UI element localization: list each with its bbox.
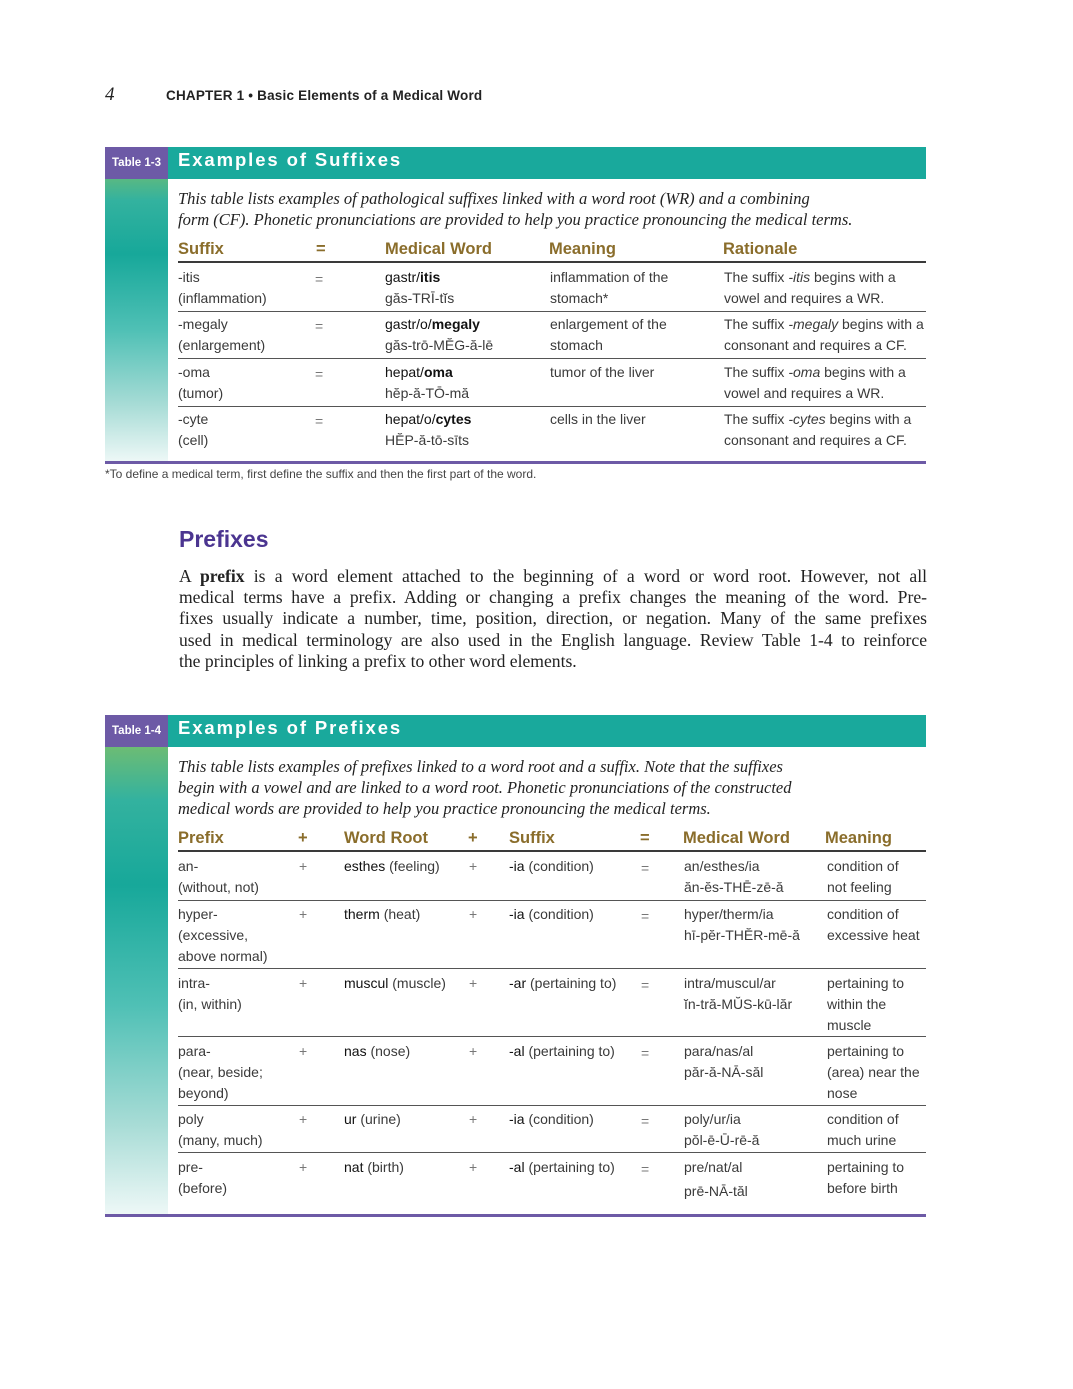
page-number: 4 bbox=[105, 84, 115, 105]
prefix-cell: para- bbox=[178, 1043, 211, 1059]
meaning: within the bbox=[827, 996, 887, 1012]
meaning: stomach* bbox=[550, 290, 609, 306]
plus-sign: + bbox=[469, 1043, 478, 1059]
equals-sign: = bbox=[315, 366, 324, 382]
rationale: vowel and requires a WR. bbox=[724, 385, 885, 401]
meaning: tumor of the liver bbox=[550, 364, 655, 380]
equals-sign: = bbox=[641, 1161, 650, 1177]
prefix-cell: poly bbox=[178, 1111, 204, 1127]
meaning: stomach bbox=[550, 337, 603, 353]
description-line: begin with a vowel and are linked to a word root. Phonetic pronunciations of the constructed bbox=[178, 778, 792, 797]
description-line: This table lists examples of pathological suffixes linked with a word root (WR) and a combining bbox=[178, 189, 810, 208]
paragraph-line: used in medical terminology are also used in the English language. Review Table 1-4 to reinforce bbox=[179, 629, 927, 650]
table-row bbox=[178, 1037, 926, 1106]
medical-word: intra/muscul/ar bbox=[684, 975, 776, 991]
plus-sign: + bbox=[299, 906, 308, 922]
prefix-meaning: (before) bbox=[178, 1180, 228, 1196]
plus-sign: + bbox=[299, 975, 308, 991]
prefix-meaning: (near, beside; bbox=[178, 1064, 263, 1080]
suffix-cell: -ia (condition) bbox=[509, 858, 594, 874]
meaning: excessive heat bbox=[827, 927, 920, 943]
word-root: therm (heat) bbox=[344, 906, 421, 922]
prefix-cell: intra- bbox=[178, 975, 210, 991]
pronunciation: păr-ă-NĀ-săl bbox=[684, 1064, 764, 1080]
pronunciation: hī-pĕr-THĔR-mē-ă bbox=[684, 927, 800, 943]
prefix-cell: pre- bbox=[178, 1159, 203, 1175]
table-row bbox=[178, 407, 926, 459]
pronunciation: HĔP-ă-tō-sīts bbox=[385, 432, 470, 448]
prefix-cell: hyper- bbox=[178, 906, 218, 922]
meaning: condition of bbox=[827, 906, 899, 922]
meaning: condition of bbox=[827, 1111, 899, 1127]
meaning: before birth bbox=[827, 1180, 898, 1196]
col-header: Prefix bbox=[178, 829, 224, 847]
medical-word: hyper/therm/ia bbox=[684, 906, 774, 922]
equals-sign: = bbox=[315, 318, 324, 334]
paragraph-line: A prefix is a word element attached to the beginning of a word or word root. However, not all bbox=[179, 566, 928, 586]
table-title: Examples of Suffixes bbox=[178, 149, 403, 170]
rationale: The suffix -itis begins with a bbox=[724, 269, 896, 285]
prefix-meaning: beyond) bbox=[178, 1085, 229, 1101]
suffixes-table bbox=[105, 147, 926, 465]
paragraph-line: medical terms have a prefix. Adding or changing a prefix changes the meaning of the word. Pre- bbox=[179, 587, 927, 608]
suffix-cell: -ia (condition) bbox=[509, 1111, 594, 1127]
rationale: consonant and requires a CF. bbox=[724, 432, 907, 448]
table-title-bar bbox=[168, 147, 926, 179]
description-line: medical words are provided to help you practice pronouncing the medical terms. bbox=[178, 799, 711, 818]
table-header-row bbox=[178, 829, 926, 851]
medical-word: para/nas/al bbox=[684, 1043, 754, 1059]
equals-sign: = bbox=[641, 977, 650, 993]
suffix-meaning: (enlargement) bbox=[178, 337, 266, 353]
plus-sign: + bbox=[299, 1111, 308, 1127]
pronunciation: găs-TRĪ-tĭs bbox=[385, 290, 455, 306]
chapter-title: CHAPTER 1 • Basic Elements of a Medical Word bbox=[166, 88, 483, 103]
rationale: The suffix -cytes begins with a bbox=[724, 411, 912, 427]
equals-sign: = bbox=[641, 908, 650, 924]
table-bottom-rule bbox=[105, 461, 926, 464]
header-rule bbox=[178, 850, 926, 852]
table-row bbox=[178, 854, 926, 901]
meaning: not feeling bbox=[827, 879, 892, 895]
equals-sign: = bbox=[641, 1045, 650, 1061]
meaning: nose bbox=[827, 1085, 858, 1101]
suffix-cell: -al (pertaining to) bbox=[509, 1159, 615, 1175]
meaning: pertaining to bbox=[827, 975, 905, 991]
table-row bbox=[178, 265, 926, 312]
col-header: Suffix bbox=[509, 829, 555, 847]
rationale: The suffix -megaly begins with a bbox=[724, 316, 924, 332]
prefix-meaning: (excessive, bbox=[178, 927, 249, 943]
table-footnote: *To define a medical term, first define the suffix and then the first part of the word. bbox=[105, 467, 537, 481]
suffix-meaning: (cell) bbox=[178, 432, 209, 448]
meaning: inflammation of the bbox=[550, 269, 669, 285]
table-bottom-rule bbox=[105, 1214, 926, 1217]
suffix-cell: -ia (condition) bbox=[509, 906, 594, 922]
meaning: enlargement of the bbox=[550, 316, 667, 332]
pronunciation: ăn-ĕs-THĒ-zē-ă bbox=[684, 879, 784, 895]
word-root: ur (urine) bbox=[344, 1111, 401, 1127]
col-header: Meaning bbox=[825, 829, 892, 847]
table-row bbox=[178, 312, 926, 359]
equals-sign: = bbox=[315, 271, 324, 287]
prefix-meaning: (without, not) bbox=[178, 879, 259, 895]
meaning: muscle bbox=[827, 1017, 872, 1033]
word-root: esthes (feeling) bbox=[344, 858, 440, 874]
plus-sign: + bbox=[299, 1043, 308, 1059]
col-header: = bbox=[640, 829, 650, 847]
table-side-gradient bbox=[105, 147, 168, 462]
col-header: Rationale bbox=[723, 240, 798, 258]
col-header: + bbox=[298, 829, 308, 847]
plus-sign: + bbox=[469, 1111, 478, 1127]
prefix-cell: an- bbox=[178, 858, 199, 874]
table-row bbox=[178, 1106, 926, 1153]
plus-sign: + bbox=[469, 906, 478, 922]
table-side-gradient bbox=[105, 715, 168, 1215]
medical-word: pre/nat/al bbox=[684, 1159, 743, 1175]
col-header: Word Root bbox=[344, 829, 429, 847]
col-header: = bbox=[316, 240, 326, 258]
meaning: (area) near the bbox=[827, 1064, 920, 1080]
col-header: + bbox=[468, 829, 478, 847]
medical-word: hepat/oma bbox=[385, 364, 453, 380]
pronunciation: găs-trō-MĔG-ă-lē bbox=[385, 337, 494, 353]
prefix-meaning: (in, within) bbox=[178, 996, 242, 1012]
medical-word: an/esthes/ia bbox=[684, 858, 760, 874]
suffix-cell: -itis bbox=[178, 269, 200, 285]
col-header: Medical Word bbox=[385, 240, 492, 258]
table-row bbox=[178, 969, 926, 1037]
col-header: Meaning bbox=[549, 240, 616, 258]
col-header: Medical Word bbox=[683, 829, 790, 847]
plus-sign: + bbox=[469, 975, 478, 991]
description-line: This table lists examples of prefixes linked to a word root and a suffix. Note that the suffixes bbox=[178, 757, 783, 776]
table-description bbox=[178, 188, 888, 230]
meaning: pertaining to bbox=[827, 1159, 905, 1175]
suffix-cell: -ar (pertaining to) bbox=[509, 975, 617, 991]
table-title-bar bbox=[168, 715, 926, 747]
suffix-cell: -cyte bbox=[178, 411, 209, 427]
table-row bbox=[178, 359, 926, 407]
prefix-meaning: above normal) bbox=[178, 948, 268, 964]
table-row bbox=[178, 901, 926, 969]
rationale: vowel and requires a WR. bbox=[724, 290, 885, 306]
table-tag: Table 1-3 bbox=[105, 147, 168, 179]
table-tag: Table 1-4 bbox=[105, 715, 168, 747]
meaning: much urine bbox=[827, 1132, 897, 1148]
meaning: cells in the liver bbox=[550, 411, 646, 427]
section-heading: Prefixes bbox=[179, 526, 269, 552]
suffix-meaning: (inflammation) bbox=[178, 290, 267, 306]
pronunciation: prē-NĀ-tăl bbox=[684, 1183, 748, 1199]
plus-sign: + bbox=[299, 1159, 308, 1175]
paragraph-line: fixes usually indicate a number, time, position, direction, or negation. Many of the same prefixes bbox=[179, 608, 927, 629]
page-header bbox=[105, 84, 805, 108]
equals-sign: = bbox=[315, 413, 324, 429]
table-row bbox=[178, 1153, 926, 1213]
table-title: Examples of Prefixes bbox=[178, 717, 403, 738]
prefix-meaning: (many, much) bbox=[178, 1132, 263, 1148]
medical-word: poly/ur/ia bbox=[684, 1111, 741, 1127]
word-root: nas (nose) bbox=[344, 1043, 411, 1059]
header-rule bbox=[178, 261, 926, 263]
pronunciation: pŏl-ē-Ū-rē-ă bbox=[684, 1132, 760, 1148]
rationale: The suffix -oma begins with a bbox=[724, 364, 906, 380]
medical-word: hepat/o/cytes bbox=[385, 411, 472, 427]
suffix-meaning: (tumor) bbox=[178, 385, 224, 401]
pronunciation: hĕp-ă-TŌ-mă bbox=[385, 385, 470, 401]
description-line: form (CF). Phonetic pronunciations are provided to help you practice pronouncing the medical terms. bbox=[178, 210, 853, 229]
suffix-cell: -al (pertaining to) bbox=[509, 1043, 615, 1059]
plus-sign: + bbox=[469, 858, 478, 874]
plus-sign: + bbox=[469, 1159, 478, 1175]
word-root: nat (birth) bbox=[344, 1159, 404, 1175]
prefixes-table bbox=[105, 715, 926, 1218]
paragraph-line: the principles of linking a prefix to other word elements. bbox=[179, 650, 577, 671]
col-header: Suffix bbox=[178, 240, 224, 258]
pronunciation: ĭn-tră-MŬS-kū-lăr bbox=[684, 996, 793, 1012]
word-root: muscul (muscle) bbox=[344, 975, 446, 991]
meaning: pertaining to bbox=[827, 1043, 905, 1059]
plus-sign: + bbox=[299, 858, 308, 874]
section-paragraph bbox=[179, 566, 927, 672]
medical-word: gastr/o/megaly bbox=[385, 316, 480, 332]
table-description bbox=[178, 756, 888, 819]
meaning: condition of bbox=[827, 858, 899, 874]
equals-sign: = bbox=[641, 1113, 650, 1129]
equals-sign: = bbox=[641, 860, 650, 876]
rationale: consonant and requires a CF. bbox=[724, 337, 907, 353]
suffix-cell: -megaly bbox=[178, 316, 228, 332]
table-header-row bbox=[178, 240, 926, 262]
suffix-cell: -oma bbox=[178, 364, 210, 380]
medical-word: gastr/itis bbox=[385, 269, 441, 285]
bold-term: prefix bbox=[199, 566, 245, 586]
